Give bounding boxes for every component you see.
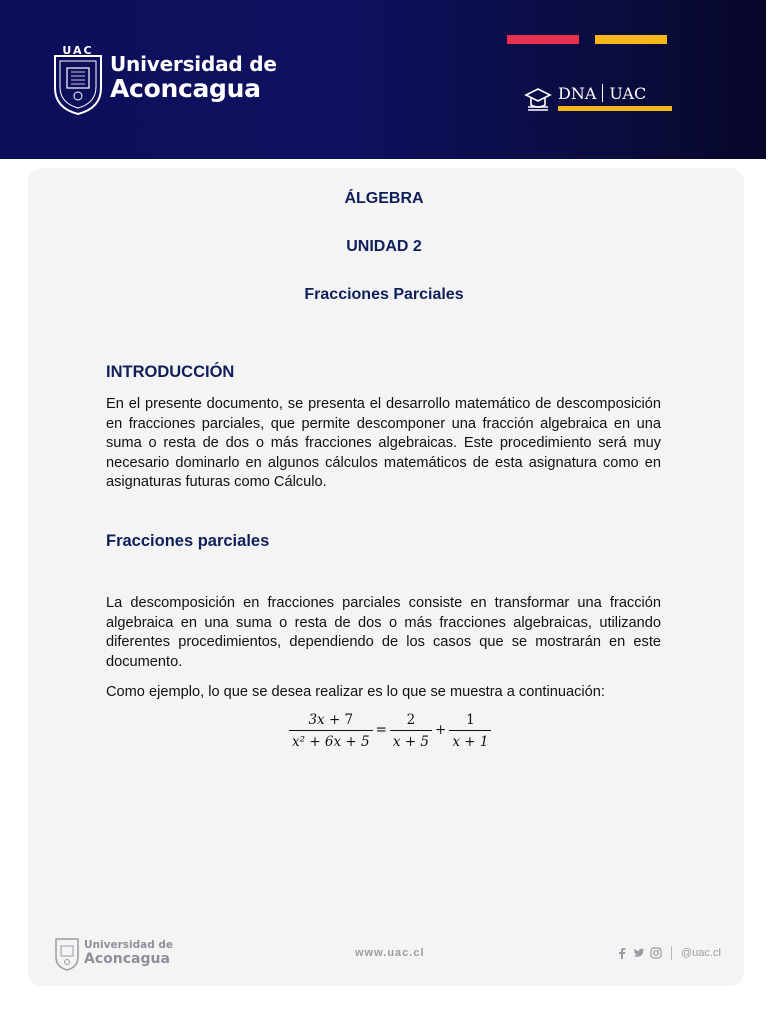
example-paragraph: Como ejemplo, lo que se desea realizar es lo que se muestra a continuación:	[106, 684, 605, 700]
term2-numerator: 1	[466, 712, 475, 728]
footer-university-name	[84, 940, 173, 966]
accent-bar-red	[507, 35, 579, 44]
term1-numerator: 2	[406, 712, 416, 728]
term1-denominator: x + 5	[390, 730, 432, 750]
section-heading: Fracciones parciales	[106, 532, 270, 550]
footer-seal-logo	[54, 937, 80, 971]
footer-social	[616, 946, 721, 960]
university-name-line2: Aconcagua	[110, 74, 261, 103]
dna-label: DNA	[558, 84, 597, 103]
document-subtitle: Fracciones Parciales	[304, 286, 464, 303]
intro-heading: INTRODUCCIÓN	[106, 363, 235, 381]
dna-uac-text	[558, 84, 646, 103]
twitter-icon[interactable]	[633, 947, 645, 959]
footer-website-link[interactable]: www.uac.cl	[355, 947, 425, 959]
term2-fraction	[449, 712, 491, 750]
term1-fraction	[390, 712, 432, 750]
accent-bar-yellow	[595, 35, 667, 44]
uac-seal-label: UAC	[62, 44, 94, 57]
facebook-icon[interactable]	[616, 947, 628, 959]
plus-sign: +	[435, 722, 447, 738]
equals-sign: =	[375, 722, 387, 738]
instagram-icon[interactable]	[650, 947, 662, 959]
term2-denominator: x + 1	[449, 730, 491, 750]
section-paragraph: La descomposición en fracciones parciales consiste en transformar una fracción algebraica en una suma o resta de dos o más fracciones algebraicas, utilizando diferentes procedimientos, dependiendo de los casos que se mostrarán en este documento.	[106, 595, 661, 670]
page-header	[0, 0, 766, 159]
footer-name-line1: Universidad de	[84, 939, 174, 951]
dna-underline-bar	[558, 106, 672, 111]
document-title: ÁLGEBRA	[344, 190, 424, 207]
graduation-cap-icon	[524, 86, 552, 112]
footer-handle[interactable]: @uac.cl	[681, 947, 721, 959]
dna-divider	[602, 84, 603, 102]
intro-paragraph: En el presente documento, se presenta el desarrollo matemático de descomposición en fracciones parciales, que permite descomponer una fracción algebraica en una suma o resta de dos o más fracciones algebraicas. Este procedimiento será muy necesario dominarlo en algunos cálculos matemáticos de esta asignatura como en asignaturas futuras como Cálculo.	[106, 396, 661, 491]
university-name	[110, 54, 277, 101]
lhs-denominator: x² + 6x + 5	[289, 730, 373, 750]
example-equation	[289, 708, 491, 754]
unit-title: UNIDAD 2	[346, 238, 422, 255]
lhs-numerator: 3x + 7	[308, 712, 354, 728]
uac-label: UAC	[609, 84, 647, 103]
footer-divider	[671, 946, 672, 960]
lhs-fraction	[289, 712, 373, 750]
university-name-line1: Universidad de	[110, 52, 277, 76]
footer-name-line2: Aconcagua	[84, 950, 170, 967]
